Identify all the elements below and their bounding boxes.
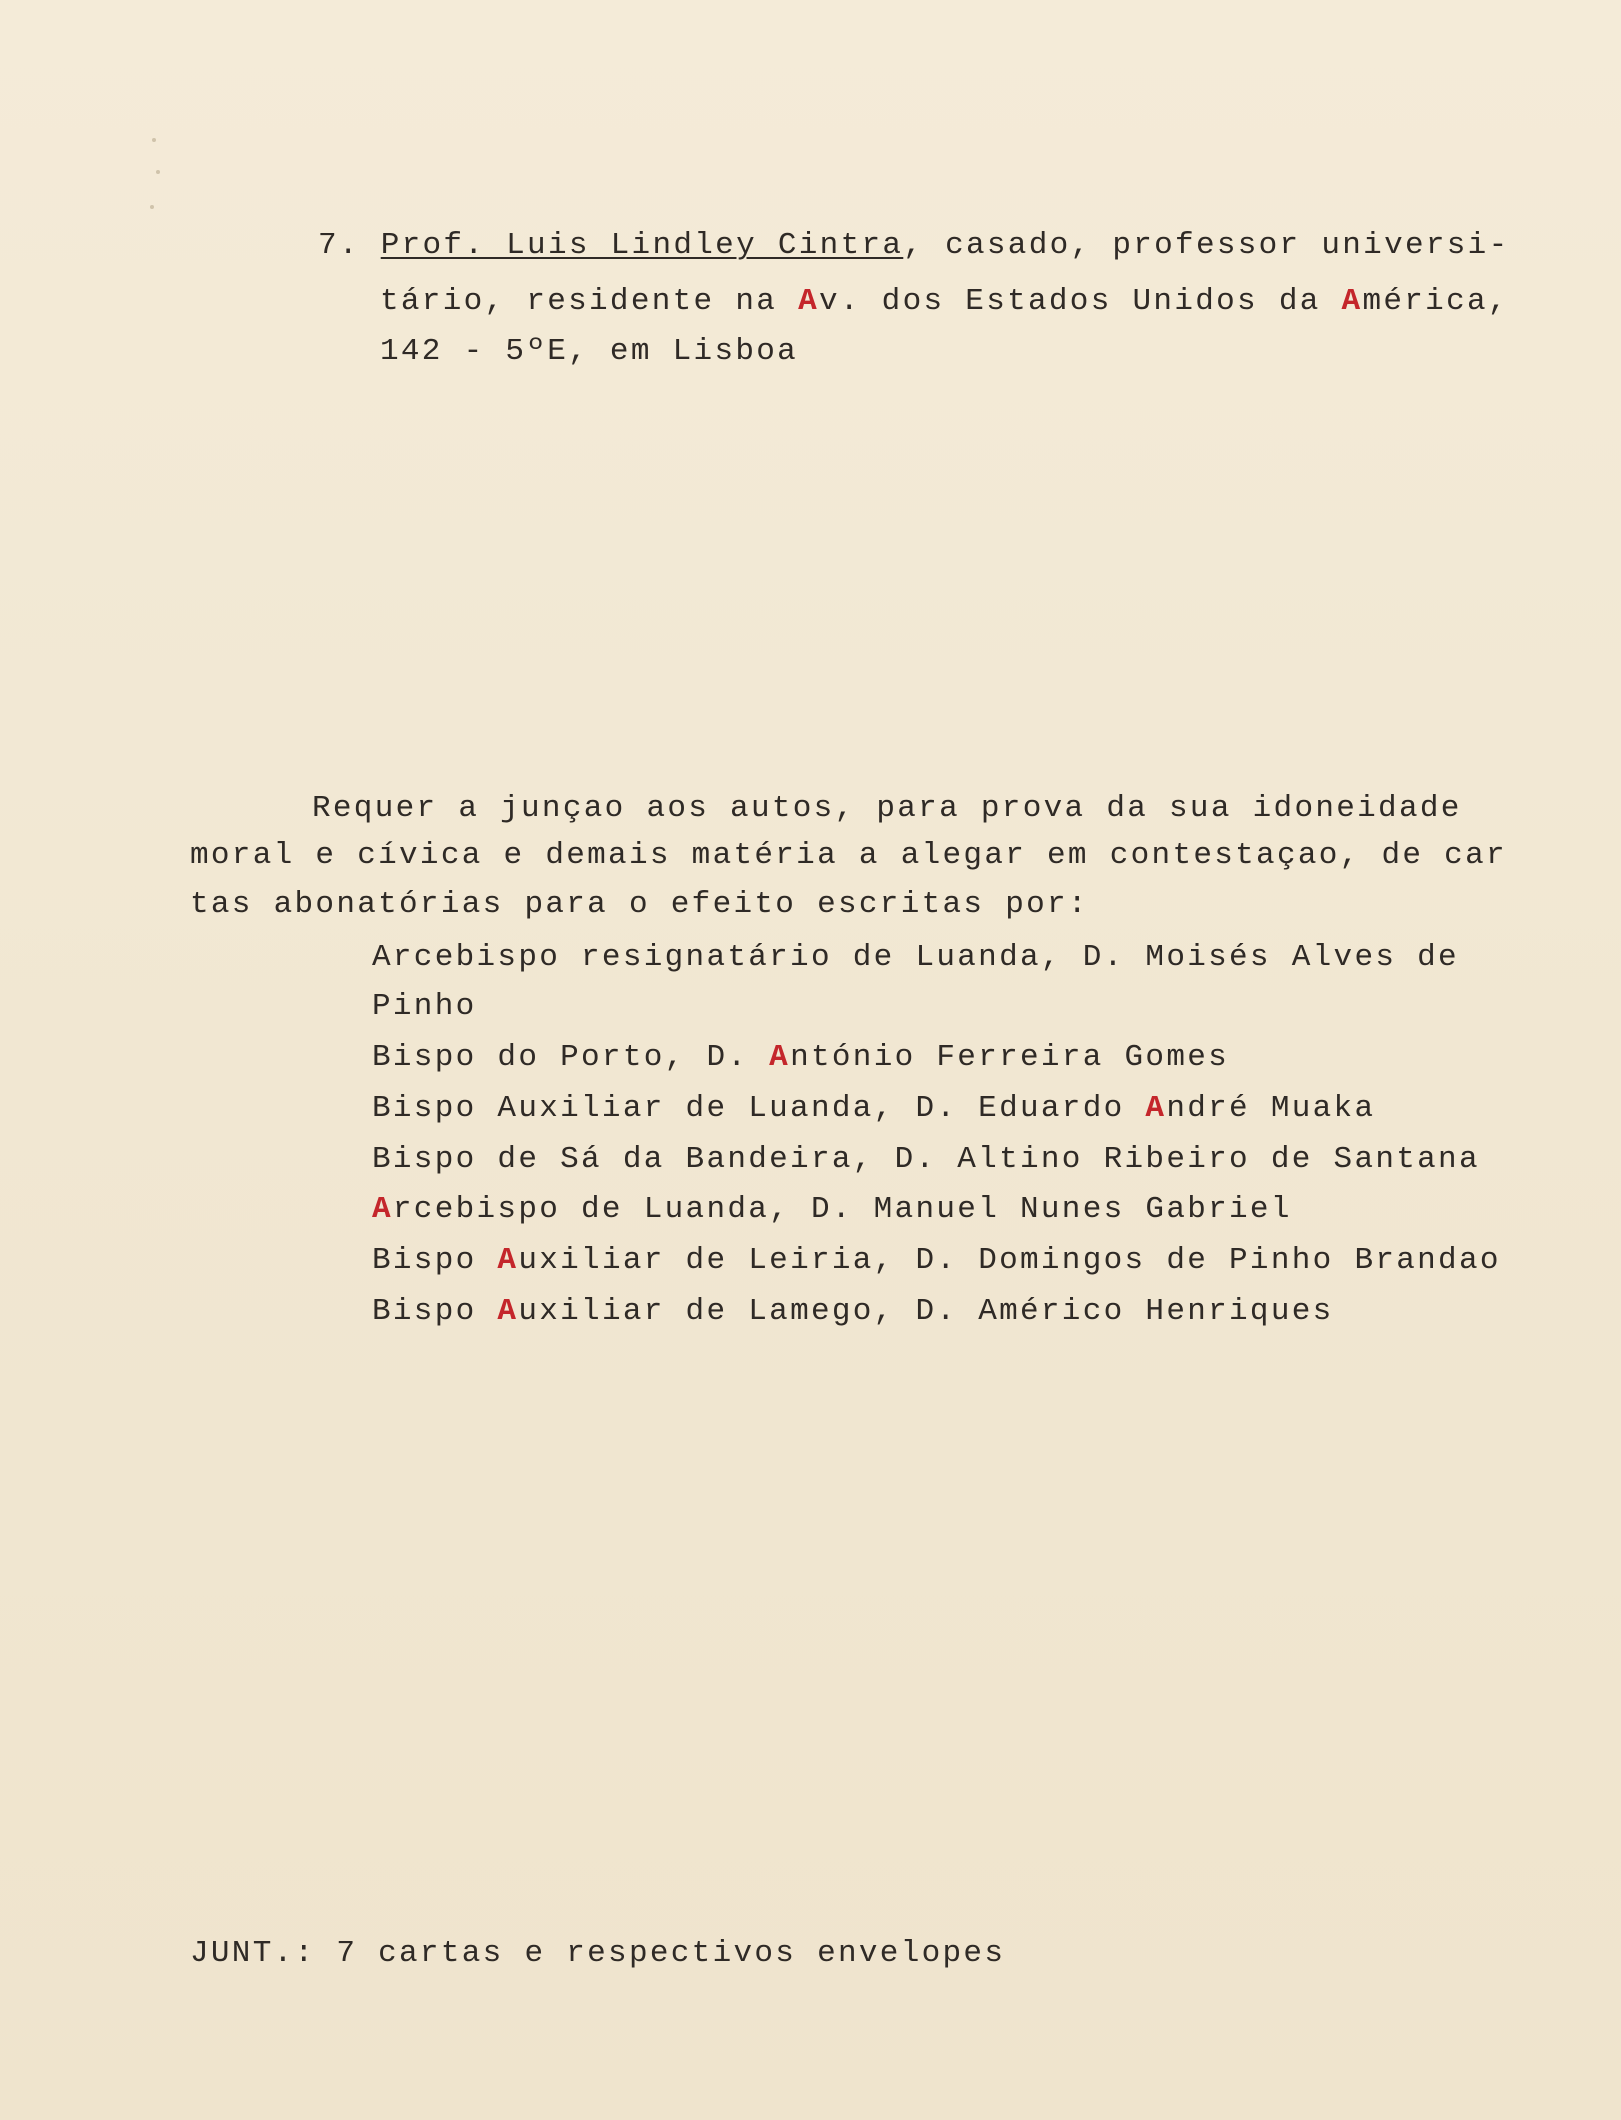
letter-list-item: Bispo Auxiliar de Leiria, D. Domingos de Pinho Brandao xyxy=(372,1243,1501,1278)
enclosure-note: JUNT.: 7 cartas e respectivos envelopes xyxy=(190,1936,1006,1971)
item-name: Prof. Luis Lindley Cintra xyxy=(380,228,904,263)
letter-list-item: Arcebispo resignatário de Luanda, D. Moisés Alves de xyxy=(372,940,1459,975)
request-line-2: moral e cívica e demais matéria a alegar em contestaçao, de car xyxy=(190,838,1507,873)
letter-list-item: Bispo Auxiliar de Lamego, D. Américo Henriques xyxy=(372,1294,1334,1329)
letter-list-item: Arcebispo de Luanda, D. Manuel Nunes Gabriel xyxy=(372,1192,1292,1227)
item-line-2: tário, residente na Av. dos Estados Unidos da América, xyxy=(380,284,1509,319)
item-number: 7. xyxy=(318,228,360,263)
correction-mark: A xyxy=(769,1040,791,1075)
correction-mark: A xyxy=(1341,284,1363,319)
letter-list-item: Pinho xyxy=(372,989,477,1024)
letter-list-item: Bispo de Sá da Bandeira, D. Altino Ribeiro de Santana xyxy=(372,1142,1480,1177)
item-line1-rest: , casado, professor universi- xyxy=(903,228,1510,263)
item-line-1 xyxy=(318,222,1509,270)
correction-mark: A xyxy=(372,1192,393,1227)
correction-mark: A xyxy=(1145,1091,1167,1126)
correction-mark: A xyxy=(497,1294,519,1329)
letter-list-item: Bispo do Porto, D. António Ferreira Gomes xyxy=(372,1040,1230,1075)
request-line-1: Requer a junçao aos autos, para prova da sua idoneidade xyxy=(312,791,1462,826)
correction-mark: A xyxy=(497,1243,519,1278)
item-line-3: 142 - 5ºE, em Lisboa xyxy=(380,334,799,369)
request-line-3: tas abonatórias para o efeito escritas por: xyxy=(190,887,1089,922)
correction-mark: A xyxy=(798,284,819,319)
letter-list-item: Bispo Auxiliar de Luanda, D. Eduardo André Muaka xyxy=(372,1091,1376,1126)
